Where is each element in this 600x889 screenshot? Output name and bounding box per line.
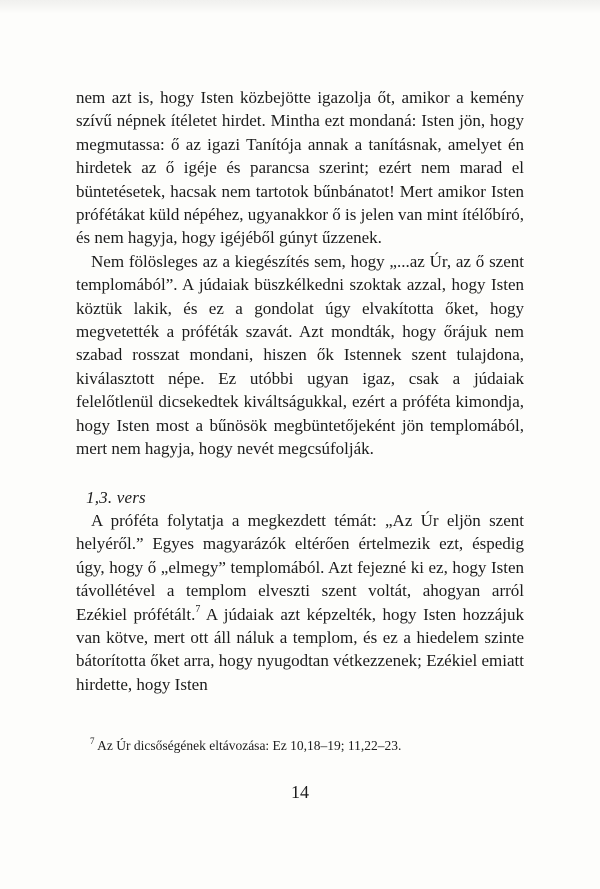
main-text — [76, 86, 524, 696]
section-heading: 1,3. vers — [86, 487, 146, 507]
paragraph-3 — [76, 509, 524, 696]
footnote-text: Az Úr dicsőségének eltávozása: Ez 10,18–19; 11,22–23. — [94, 738, 402, 753]
paragraph-3-part-1: A próféta folytatja a megkezdett témát: „Az Úr eljön szent helyéről.” Egyes magyarázók eltérően értelmezik ezt, éspedig úgy, hogy ő „elmegy” templomából. Azt fejezné ki ez, hogy Isten távollétével a templom elveszti szent voltát, ahogyan arról Ezékiel prófétált. — [76, 510, 524, 624]
paragraph-2: Nem fölösleges az a kiegészítés sem, hogy „...az Úr, az ő szent templomából”. A júdaiak büszkélkedni szoktak azzal, hogy Isten köztük lakik, és ez a gondolat úgy elvakította őket, hogy megvetették a próféták szavát. Azt mondták, hogy őrájuk nem szabad rosszat mondani, hiszen ők Istennek szent tulajdona, kiválasztott népe. Ez utóbbi ugyan igaz, csak a júdaiak felelőtlenül dicsekedtek kiváltságukkal, ezért a próféta kimondja, hogy Isten most a bűnösök megbüntetőjeként jön templomából, mert nem hagyja, hogy nevét megcsúfolják. — [76, 251, 524, 459]
paragraph-3-part-2: A júdaiak azt képzelték, hogy Isten hozzájuk van kötve, mert ott áll náluk a templom, és ez a hiedelem szinte bátorította őket arra, hogy nyugodtan vétkezzenek; Ezékiel emiatt hirdette, hogy Isten — [76, 604, 524, 694]
footnote — [90, 737, 520, 755]
page-number: 14 — [291, 782, 309, 802]
paragraph-1: nem azt is, hogy Isten közbejötte igazolja őt, amikor a kemény szívű népnek ítéletet hirdet. Mintha ezt mondaná: Isten jön, hogy megmutassa: ő az igazi Tanítója annak a tanításnak, amelyet én hirdetek az ő igéje és parancsa szerint; ezért nem marad el büntetésetek, hacsak nem tartotok bűnbánatot! Mert amikor Isten prófétákat küld népéhez, ugyanakkor ő is jelen van mint ítélőbíró, és nem hagyja, hogy igéjéből gúnyt űzzenek. — [76, 88, 525, 248]
footnote-reference: 7 — [195, 603, 201, 615]
footnote-number: 7 — [90, 735, 95, 746]
